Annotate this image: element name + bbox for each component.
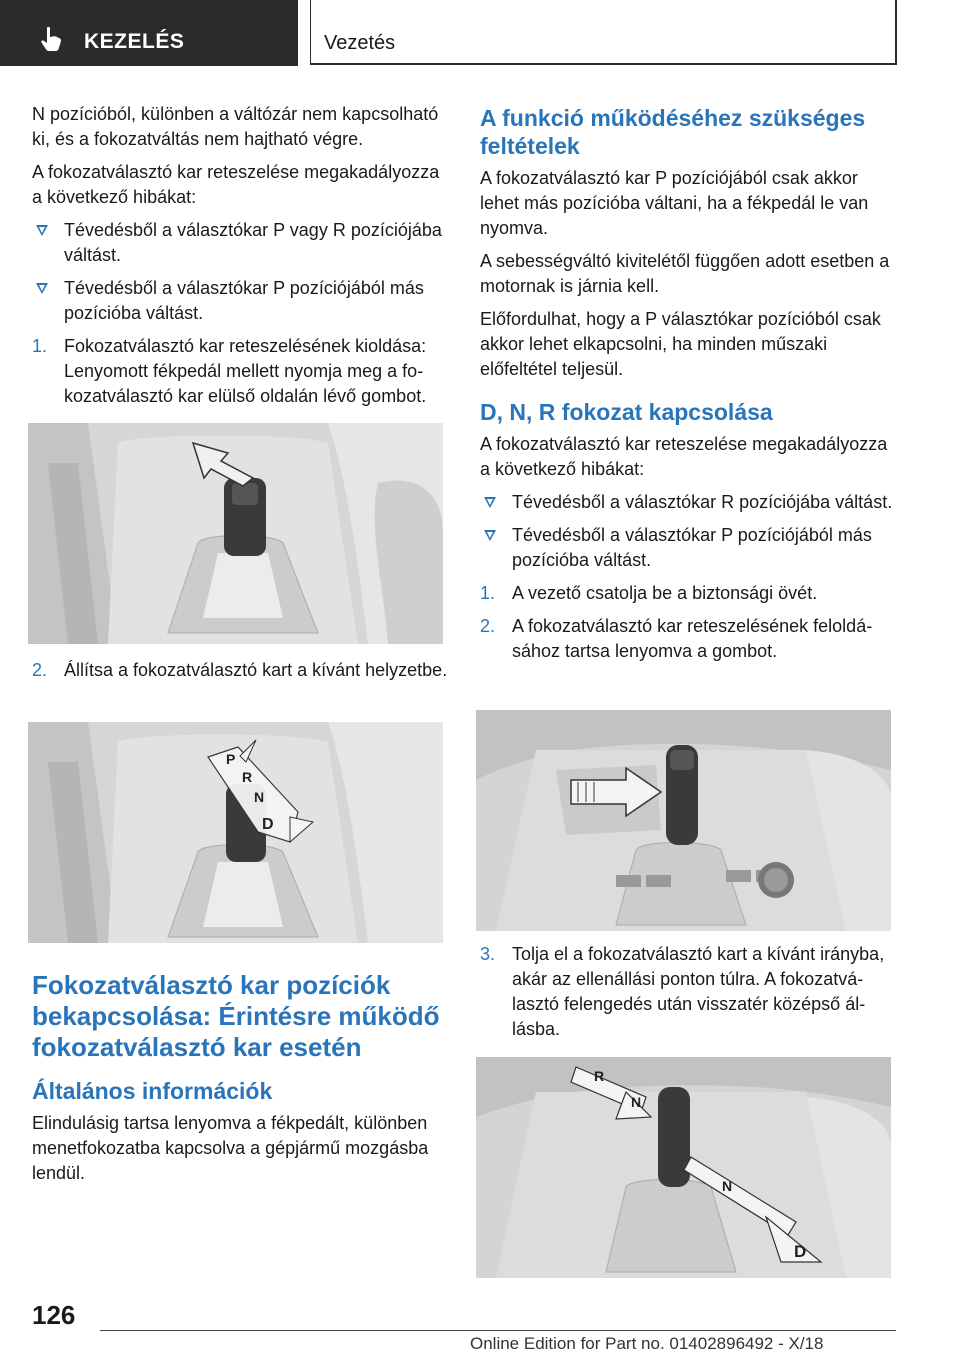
step-number: 1. (32, 336, 48, 356)
chapter-label: KEZELÉS (84, 30, 185, 53)
step-text: A fokozatválasztó kar reteszelésének feloldásához tartsa lenyomva a gombot. (512, 616, 873, 661)
numbered-step (480, 614, 900, 664)
paragraph: N pozícióból, különben a váltózár nem kapcsolható ki, és a fokozatváltás nem hajtható végre. (32, 104, 439, 149)
console-illustration (28, 423, 443, 644)
bullet-triangle-icon (36, 225, 48, 236)
gear-letter-p: P (226, 751, 236, 767)
paragraph: A fokozatválasztó kar reteszelése megakadályozza a következő hibákat: (480, 434, 888, 479)
sub-heading: Általános információk (32, 1078, 273, 1104)
left-column-top (32, 102, 450, 417)
section-header-box (310, 0, 897, 65)
paragraph: A fokozatválasztó kar reteszelése megakadályozza a következő hibákat: (32, 162, 440, 207)
bullet-text: Tévedésből a választókar P vagy R pozíciójába váltást. (64, 220, 442, 265)
bullet-text: Tévedésből a választókar P pozíciójából más pozícióba váltást. (64, 278, 424, 323)
right-column-top (480, 100, 900, 672)
step-number: 1. (480, 583, 496, 603)
gear-letter-n: N (722, 1178, 733, 1194)
gear-letter-d: D (262, 816, 274, 833)
step-number: 2. (480, 616, 496, 636)
gear-selector-unlock-figure (28, 423, 443, 644)
bullet-text: Tévedésből a választókar R pozíciójába váltást. (512, 492, 893, 512)
numbered-step (32, 334, 450, 409)
paragraph: Előfordulhat, hogy a P választókar pozícióból csak akkor lehet elkapcsolni, ha minden műszaki előfeltétel teljesül. (480, 309, 881, 379)
left-step-2 (32, 658, 450, 691)
gear-letter-n: N (631, 1094, 642, 1110)
gear-selector-button-figure (476, 710, 891, 931)
gear-selector-positions-figure (28, 722, 443, 943)
step-text: A vezető csatolja be a biztonsági övét. (512, 583, 818, 603)
gear-shift-heading: D, N, R fokozat kapcsolása (480, 399, 773, 425)
step-text: Állítsa a fokozatválasztó kart a kívánt helyzetbe. (64, 660, 448, 680)
chapter-tab (0, 0, 298, 66)
page-number: 126 (32, 1300, 76, 1330)
console-illustration (28, 722, 443, 943)
numbered-step (480, 942, 900, 1042)
gear-letter-n: N (254, 789, 265, 805)
conditions-heading: A funkció működéséhez szükséges feltételek (480, 105, 866, 159)
gear-letter-r: R (242, 769, 253, 785)
gear-letter-r: R (594, 1068, 605, 1084)
bullet-text: Tévedésből a választókar P pozíciójából más pozícióba váltást. (512, 525, 872, 570)
left-column-bottom (32, 962, 452, 1194)
bullet-triangle-icon (484, 497, 496, 508)
numbered-step (32, 658, 450, 683)
paragraph: A sebességváltó kivitelétől függően adott esetben a motornak is járnia kell. (480, 251, 890, 296)
step-number: 2. (32, 660, 48, 680)
paragraph: Elindulásig tartsa lenyomva a fékpedált, különben menetfokozatba kapcsolva a gépjármű mozgásba lendül. (32, 1113, 429, 1183)
console-illustration (476, 1057, 891, 1278)
step-text: Tolja el a fokozatválasztó kart a kívánt irányba, akár az ellenállási ponton túlra. A fokozatválasztó felengedés után visszatér középső állásba. (512, 944, 885, 1039)
bullet-item (32, 218, 450, 268)
gear-selector-direction-figure (476, 1057, 891, 1278)
bullet-item (480, 523, 900, 573)
gear-letter-d: D (794, 1242, 807, 1261)
console-illustration (476, 710, 891, 931)
bullet-item (480, 490, 900, 515)
bullet-triangle-icon (484, 530, 496, 541)
numbered-step (480, 581, 900, 606)
bullet-triangle-icon (36, 283, 48, 294)
right-step-3 (480, 942, 900, 1050)
footer-rule (100, 1330, 896, 1331)
section-title: Vezetés (324, 32, 396, 54)
hand-icon (40, 26, 62, 52)
step-number: 3. (480, 944, 496, 964)
main-heading: Fokozatválasztó kar pozíciók bekapcsolása: Érintésre működő fokozatválasztó kar esetén (32, 970, 440, 1062)
step-text: Fokozatválasztó kar reteszelésének kioldása: Lenyomott fékpedál mellett nyomja meg a fokozatválasztó kar elülső oldalán lévő gombot. (64, 336, 427, 406)
bullet-item (32, 276, 450, 326)
footer-edition: Online Edition for Part no. 01402896492 - X/18 (470, 1334, 824, 1353)
paragraph: A fokozatválasztó kar P pozíciójából csak akkor lehet más pozícióba váltani, ha a fékpedál le van nyomva. (480, 168, 869, 238)
